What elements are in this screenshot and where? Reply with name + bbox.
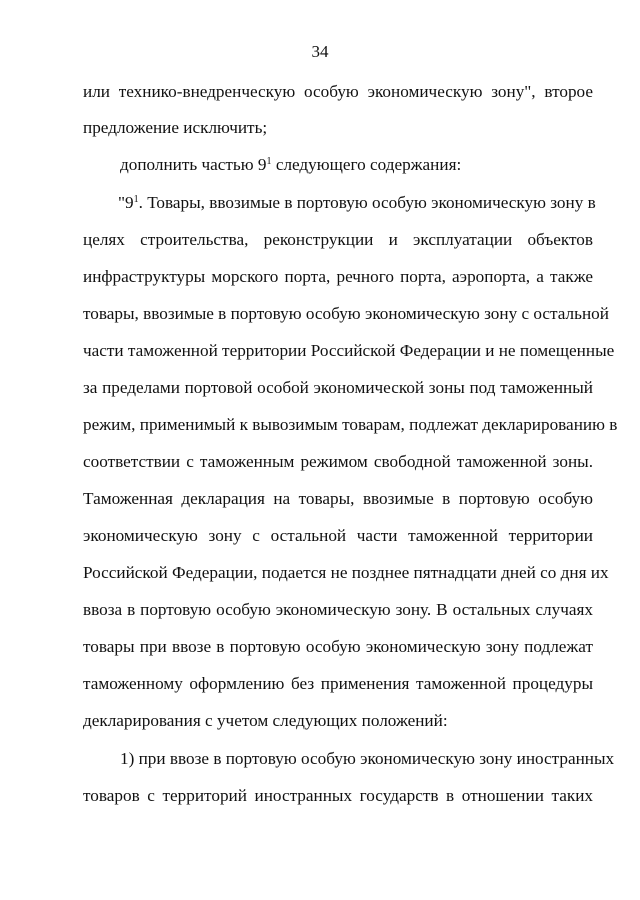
line-text: дополнить частью 9 <box>120 155 267 174</box>
text-line: инфраструктуры морского порта, речного порта, аэропорта, а также <box>83 267 593 286</box>
page-number: 34 <box>311 42 329 61</box>
text-line: режим, применимый к вывозимым товарам, подлежат декларированию в <box>83 415 618 434</box>
superscript: 1 <box>133 194 139 205</box>
text-line: предложение исключить; <box>83 118 268 137</box>
superscript: 1 <box>266 156 272 167</box>
text-line <box>120 155 593 175</box>
text-line: 1) при ввозе в портовую особую экономическую зону иностранных <box>120 749 615 768</box>
line-text-part: "9 <box>118 193 134 212</box>
text-line: товаров с территорий иностранных государств в отношении таких <box>83 786 593 805</box>
text-line: Российской Федерации, подается не позднее пятнадцати дней со дня их <box>83 563 609 582</box>
text-line: таможенному оформлению без применения таможенной процедуры <box>83 674 593 693</box>
text-line: экономическую зону с остальной части таможенной территории <box>83 526 593 545</box>
line-text: следующего содержания: <box>271 155 462 174</box>
text-line: Таможенная декларация на товары, ввозимые в портовую особую <box>83 489 593 508</box>
text-line: декларирования с учетом следующих положений: <box>83 711 448 730</box>
text-line: или технико-внедренческую особую экономическую зону", второе <box>83 82 593 101</box>
text-line: соответствии с таможенным режимом свободной таможенной зоны. <box>83 452 593 471</box>
text-line: товары при ввозе в портовую особую экономическую зону подлежат <box>83 637 593 656</box>
text-line <box>118 193 596 213</box>
line-text: . Товары, ввозимые в портовую особую экономическую зону в <box>138 193 596 212</box>
text-line: целях строительства, реконструкции и эксплуатации объектов <box>83 230 593 249</box>
line-text <box>118 193 139 213</box>
text-line: ввоза в портовую особую экономическую зону. В остальных случаях <box>83 600 593 619</box>
text-line: за пределами портовой особой экономической зоны под таможенный <box>83 378 593 397</box>
text-line: части таможенной территории Российской Федерации и не помещенные <box>83 341 615 360</box>
text-line: товары, ввозимые в портовую особую экономическую зону с остальной <box>83 304 609 323</box>
